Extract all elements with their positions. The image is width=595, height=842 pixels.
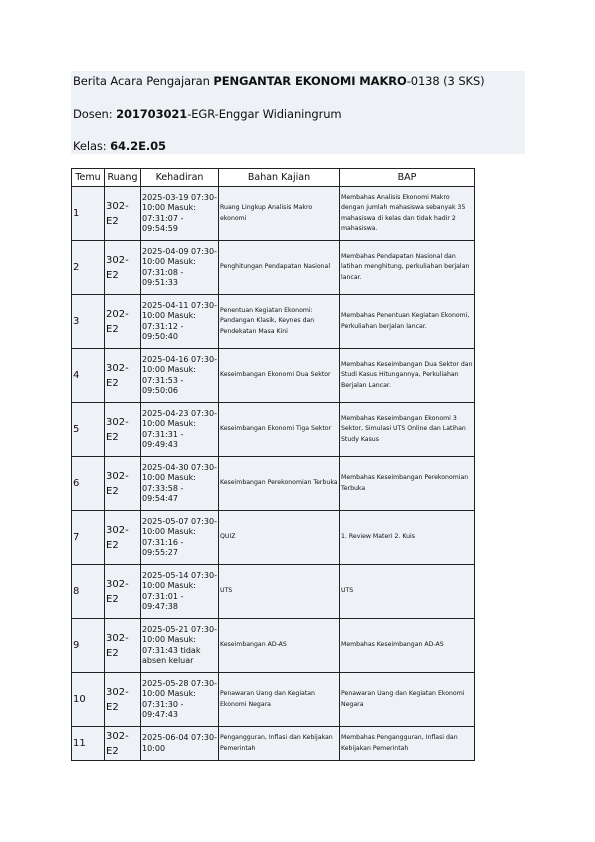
- cell-kehadiran: 2025-04-30 07:30-10:00 Masuk: 07:33:58 - 09:54:47: [141, 457, 219, 511]
- table-row: [72, 727, 475, 761]
- cell-ruang: 302-E2: [105, 403, 141, 457]
- cell-kehadiran: 2025-06-04 07:30-10:00: [141, 727, 219, 761]
- table-row: [72, 619, 475, 673]
- table-header-row: [72, 169, 475, 187]
- cell-temu: 9: [72, 619, 105, 673]
- cell-ruang: 302-E2: [105, 511, 141, 565]
- cell-bahan-kajian: QUIZ: [219, 511, 340, 565]
- header-temu: Temu: [72, 169, 105, 187]
- cell-kehadiran: 2025-04-16 07:30-10:00 Masuk: 07:31:53 - 09:50:06: [141, 349, 219, 403]
- cell-ruang: 302-E2: [105, 619, 141, 673]
- table-row: [72, 187, 475, 241]
- document-header: [71, 71, 525, 154]
- cell-bap: Membahas Keseimbangan Perekonomian Terbuka: [340, 457, 475, 511]
- cell-bap: Membahas Keseimbangan Ekonomi 3 Sektor, Simulasi UTS Online dan Latihan Study Kasus: [340, 403, 475, 457]
- table-row: [72, 673, 475, 727]
- table-row: [72, 295, 475, 349]
- table-row: [72, 457, 475, 511]
- class-label: Kelas:: [73, 139, 111, 153]
- cell-bahan-kajian: Keseimbangan AD-AS: [219, 619, 340, 673]
- cell-bahan-kajian: Penghitungan Pendapatan Nasional: [219, 241, 340, 295]
- lecturer-name: -EGR-Enggar Widianingrum: [187, 107, 342, 121]
- table-row: [72, 511, 475, 565]
- table-row: [72, 241, 475, 295]
- cell-ruang: 302-E2: [105, 349, 141, 403]
- cell-kehadiran: 2025-03-19 07:30-10:00 Masuk: 07:31:07 - 09:54:59: [141, 187, 219, 241]
- title-prefix: Berita Acara Pengajaran: [73, 74, 214, 88]
- cell-ruang: 302-E2: [105, 187, 141, 241]
- class-code: 64.2E.05: [110, 139, 166, 153]
- cell-kehadiran: 2025-05-28 07:30-10:00 Masuk: 07:31:30 - 09:47:43: [141, 673, 219, 727]
- cell-bap: Membahas Pendapatan Nasional dan latihan menghitung, perkuliahan berjalan lancar.: [340, 241, 475, 295]
- cell-ruang: 302-E2: [105, 727, 141, 761]
- cell-bahan-kajian: Keseimbangan Perekonomian Terbuka: [219, 457, 340, 511]
- cell-kehadiran: 2025-04-23 07:30-10:00 Masuk: 07:31:31 - 09:49:43: [141, 403, 219, 457]
- cell-temu: 4: [72, 349, 105, 403]
- cell-bahan-kajian: Penentuan Kegiatan Ekonomi: Pandangan Klasik, Keynes dan Pendekatan Masa Kini: [219, 295, 340, 349]
- cell-temu: 10: [72, 673, 105, 727]
- lecturer-line: [73, 107, 342, 121]
- cell-bap: 1. Review Materi 2. Kuis: [340, 511, 475, 565]
- cell-bap: Penawaran Uang dan Kegiatan Ekonomi Negara: [340, 673, 475, 727]
- table-row: [72, 403, 475, 457]
- cell-bahan-kajian: Keseimbangan Ekonomi Tiga Sektor: [219, 403, 340, 457]
- header-ruang: Ruang: [105, 169, 141, 187]
- cell-bahan-kajian: Penawaran Uang dan Kegiatan Ekonomi Negara: [219, 673, 340, 727]
- cell-bahan-kajian: UTS: [219, 565, 340, 619]
- table-row: [72, 565, 475, 619]
- cell-ruang: 302-E2: [105, 241, 141, 295]
- cell-temu: 11: [72, 727, 105, 761]
- header-bap: BAP: [340, 169, 475, 187]
- cell-kehadiran: 2025-05-21 07:30-10:00 Masuk: 07:31:43 tidak absen keluar: [141, 619, 219, 673]
- cell-bap: Membahas Pengangguran, Inflasi dan Kebijakan Pemerintah: [340, 727, 475, 761]
- lecturer-label: Dosen:: [73, 107, 117, 121]
- cell-kehadiran: 2025-04-11 07:30-10:00 Masuk: 07:31:12 - 09:50:40: [141, 295, 219, 349]
- table-row: [72, 349, 475, 403]
- cell-bahan-kajian: Keseimbangan Ekonomi Dua Sektor: [219, 349, 340, 403]
- cell-temu: 3: [72, 295, 105, 349]
- course-name: PENGANTAR EKONOMI MAKRO: [213, 74, 407, 88]
- header-kehadiran: Kehadiran: [141, 169, 219, 187]
- cell-temu: 6: [72, 457, 105, 511]
- cell-kehadiran: 2025-04-09 07:30-10:00 Masuk: 07:31:08 - 09:51:33: [141, 241, 219, 295]
- cell-temu: 7: [72, 511, 105, 565]
- cell-ruang: 202-E2: [105, 295, 141, 349]
- header-bahan-kajian: Bahan Kajian: [219, 169, 340, 187]
- cell-temu: 1: [72, 187, 105, 241]
- course-code: -0138 (3 SKS): [406, 74, 485, 88]
- class-line: [73, 139, 166, 153]
- cell-ruang: 302-E2: [105, 565, 141, 619]
- cell-ruang: 302-E2: [105, 457, 141, 511]
- cell-temu: 8: [72, 565, 105, 619]
- cell-bap: Membahas Keseimbangan Dua Sektor dan Studi Kasus Hitungannya, Perkuliahan Berjalan Lancar.: [340, 349, 475, 403]
- lecturer-id: 201703021: [116, 107, 188, 121]
- report-title: [73, 74, 485, 88]
- cell-bahan-kajian: Ruang Lingkup Analisis Makro ekonomi: [219, 187, 340, 241]
- cell-kehadiran: 2025-05-07 07:30-10:00 Masuk: 07:31:16 - 09:55:27: [141, 511, 219, 565]
- cell-bap: Membahas Analisis Ekonomi Makro dengan jumlah mahasiswa sebanyak 35 mahasiswa di kelas dan tidak hadir 2 mahasiswa.: [340, 187, 475, 241]
- attendance-table: [71, 168, 475, 761]
- cell-bap: UTS: [340, 565, 475, 619]
- cell-bap: Membahas Penentuan Kegiatan Ekonomi, Perkuliahan berjalan lancar.: [340, 295, 475, 349]
- cell-bahan-kajian: Pengangguran, Inflasi dan Kebijakan Pemerintah: [219, 727, 340, 761]
- cell-ruang: 302-E2: [105, 673, 141, 727]
- cell-temu: 5: [72, 403, 105, 457]
- cell-bap: Membahas Keseimbangan AD-AS: [340, 619, 475, 673]
- cell-temu: 2: [72, 241, 105, 295]
- cell-kehadiran: 2025-05-14 07:30-10:00 Masuk: 07:31:01 - 09:47:38: [141, 565, 219, 619]
